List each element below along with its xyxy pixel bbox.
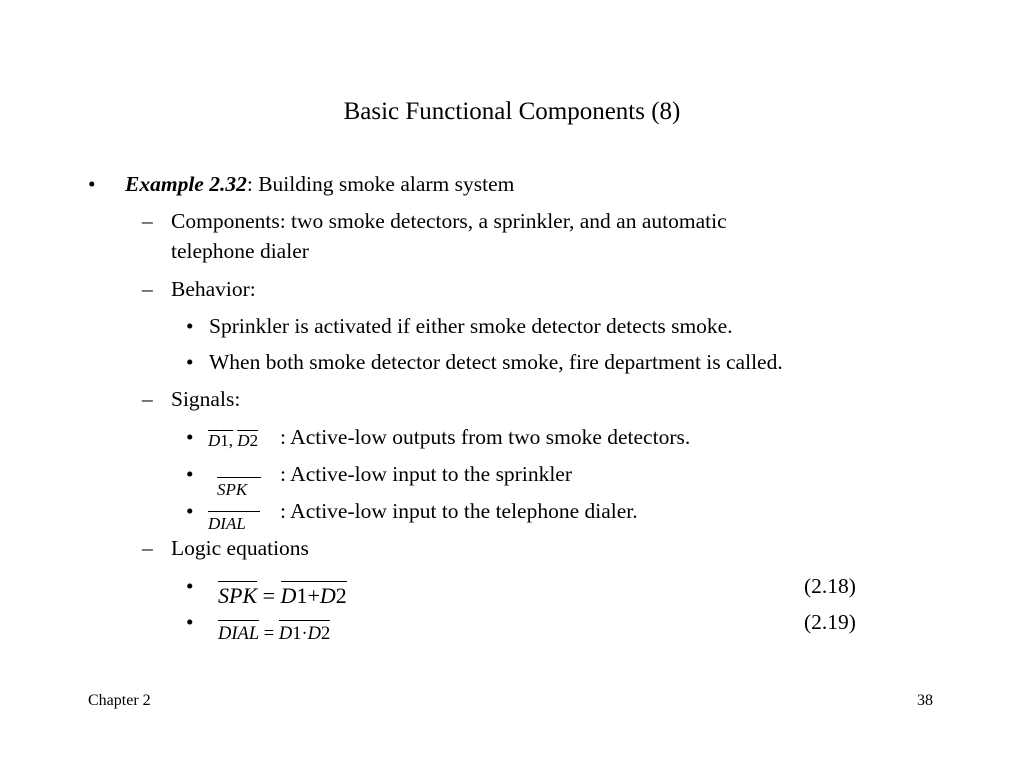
bullet-marker: • [186,610,194,634]
bullet-marker: • [186,499,194,523]
equation-2-19 [218,620,330,646]
dash-marker: – [142,209,153,233]
eq2-num-b: 2 [320,624,331,644]
logic-heading: Logic equations [171,536,309,560]
equation-number-2-18: (2.18) [804,574,856,598]
behavior-item-1: Sprinkler is activated if either smoke detector detects smoke. [209,314,733,338]
slide-title: Basic Functional Components (8) [343,98,681,125]
example-line [125,171,514,197]
bullet-marker: • [186,462,194,486]
bullet-marker: • [186,425,194,449]
symbol-d-var: D [208,431,221,450]
equation-2-18 [218,581,347,609]
eq2-rhs [279,620,330,646]
eq2-num-a: 1 [292,624,302,644]
footer-chapter: Chapter 2 [88,692,151,709]
dash-marker: – [142,387,153,411]
symbol-d1-num: 1, [220,431,234,450]
example-text: : Building smoke alarm system [246,172,515,196]
eq2-equals: = [263,624,275,644]
eq1-var-b: D [319,583,336,608]
signal-desc-1: : Active-low outputs from two smoke detectors. [280,425,691,449]
bullet-marker: • [88,172,96,196]
example-label: Example 2.32 [125,172,247,196]
eq1-operator: + [307,583,320,608]
behavior-item-2: When both smoke detector detect smoke, fire department is called. [209,350,783,374]
bullet-marker: • [186,314,194,338]
eq1-num-a: 1 [296,583,308,608]
eq1-rhs [281,581,347,609]
dash-marker: – [142,536,153,560]
footer-page-number: 38 [917,692,933,709]
signal-desc-3: : Active-low input to the telephone dialer. [280,499,638,523]
signals-heading: Signals: [171,387,241,411]
eq1-num-b: 2 [335,583,347,608]
components-line-1: Components: two smoke detectors, a sprinkler, and an automatic [171,209,727,233]
symbol-d-var: D [237,431,250,450]
symbol-dial-text: DIAL [208,514,246,533]
signal-symbol-dial [208,511,260,535]
behavior-heading: Behavior: [171,277,256,301]
eq2-lhs: DIAL [218,620,259,646]
components-line-2: telephone dialer [171,239,309,263]
bullet-marker: • [186,350,194,374]
symbol-spk-text: SPK [217,480,248,499]
eq1-equals: = [262,583,276,608]
signal-symbol-d1-d2 [208,430,258,452]
eq2-var-a: D [278,624,293,644]
eq2-var-b: D [307,624,321,644]
eq1-lhs: SPK [218,583,258,608]
dash-marker: – [142,277,153,301]
signal-symbol-spk [217,477,261,501]
symbol-d2-num: 2 [249,431,259,450]
bullet-marker: • [186,574,194,598]
eq2-operator: · [301,624,308,644]
eq1-var-a: D [280,583,297,608]
signal-desc-2: : Active-low input to the sprinkler [280,462,572,486]
equation-number-2-19: (2.19) [804,610,856,634]
